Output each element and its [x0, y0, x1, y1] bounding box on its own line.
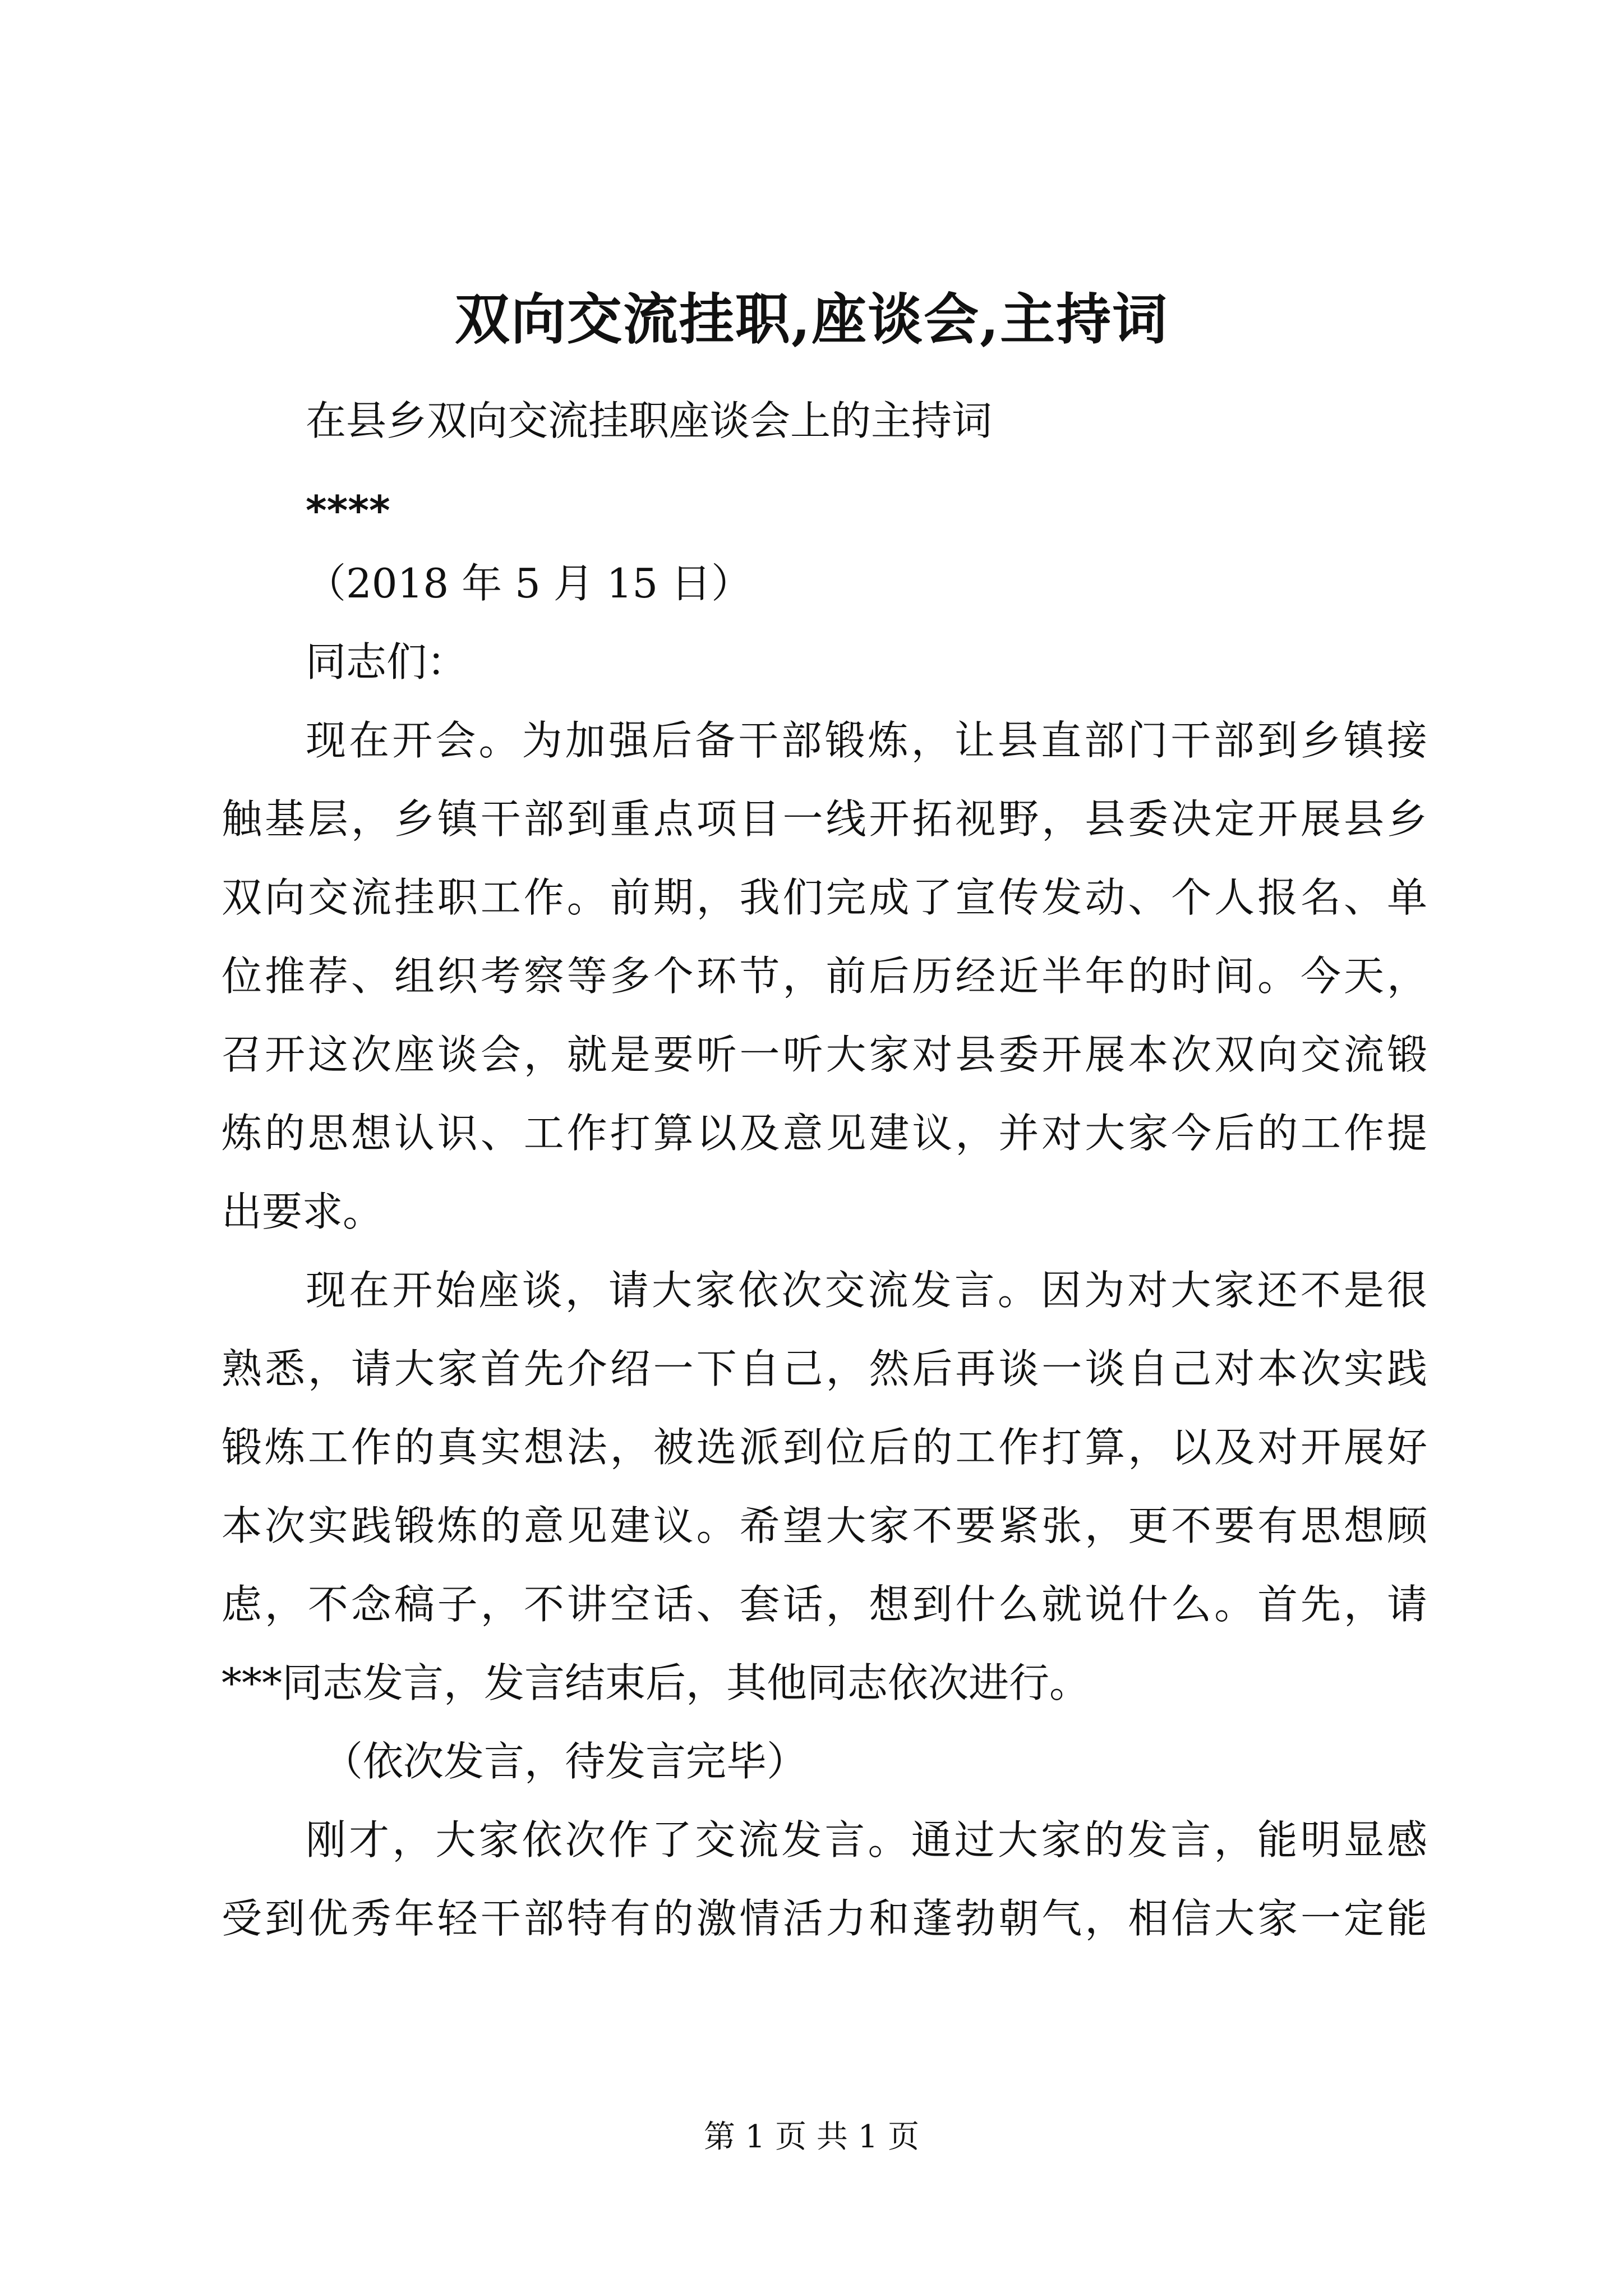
document-author: **** — [306, 487, 390, 534]
paragraph-line: 受到优秀年轻干部特有的激情活力和蓬勃朝气，相信大家一定能 — [222, 1895, 1427, 1942]
document-title: 双向交流挂职,座谈会,主持词 — [454, 287, 1169, 352]
paragraph-line: ***同志发言，发言结束后，其他同志依次进行。 — [222, 1659, 1090, 1706]
paragraph-line: 现在开始座谈，请大家依次交流发言。因为对大家还不是很 — [306, 1267, 1427, 1314]
paragraph-line: 本次实践锻炼的意见建议。希望大家不要紧张，更不要有思想顾 — [222, 1502, 1427, 1549]
document-date: （2018 年 5 月 15 日） — [306, 560, 752, 607]
paragraph-line: 刚才，大家依次作了交流发言。通过大家的发言，能明显感 — [306, 1816, 1427, 1864]
paragraph-line: 锻炼工作的真实想法，被选派到位后的工作打算，以及对开展好 — [222, 1424, 1427, 1471]
paragraph-line: 位推荐、组织考察等多个环节，前后历经近半年的时间。今天， — [222, 953, 1427, 1000]
page-footer: 第 1 页 共 1 页 — [703, 2119, 920, 2155]
document-subtitle: 在县乡双向交流挂职座谈会上的主持词 — [306, 397, 993, 444]
paragraph-line: 虑，不念稿子，不讲空话、套话，想到什么就说什么。首先，请 — [222, 1581, 1427, 1628]
paragraph-line: 触基层，乡镇干部到重点项目一线开拓视野，县委决定开展县乡 — [222, 795, 1427, 843]
salutation: 同志们： — [306, 638, 468, 685]
paragraph-line: 双向交流挂职工作。前期，我们完成了宣传发动、个人报名、单 — [222, 874, 1427, 921]
paragraph-line: 出要求。 — [222, 1188, 384, 1235]
paragraph-line: 现在开会。为加强后备干部锻炼，让县直部门干部到乡镇接 — [306, 717, 1427, 764]
paragraph-line: 炼的思想认识、工作打算以及意见建议，并对大家今后的工作提 — [222, 1110, 1427, 1157]
stage-direction: （依次发言，待发言完毕） — [322, 1738, 808, 1785]
paragraph-line: 召开这次座谈会，就是要听一听大家对县委开展本次双向交流锻 — [222, 1031, 1427, 1078]
paragraph-line: 熟悉，请大家首先介绍一下自己，然后再谈一谈自己对本次实践 — [222, 1345, 1427, 1392]
